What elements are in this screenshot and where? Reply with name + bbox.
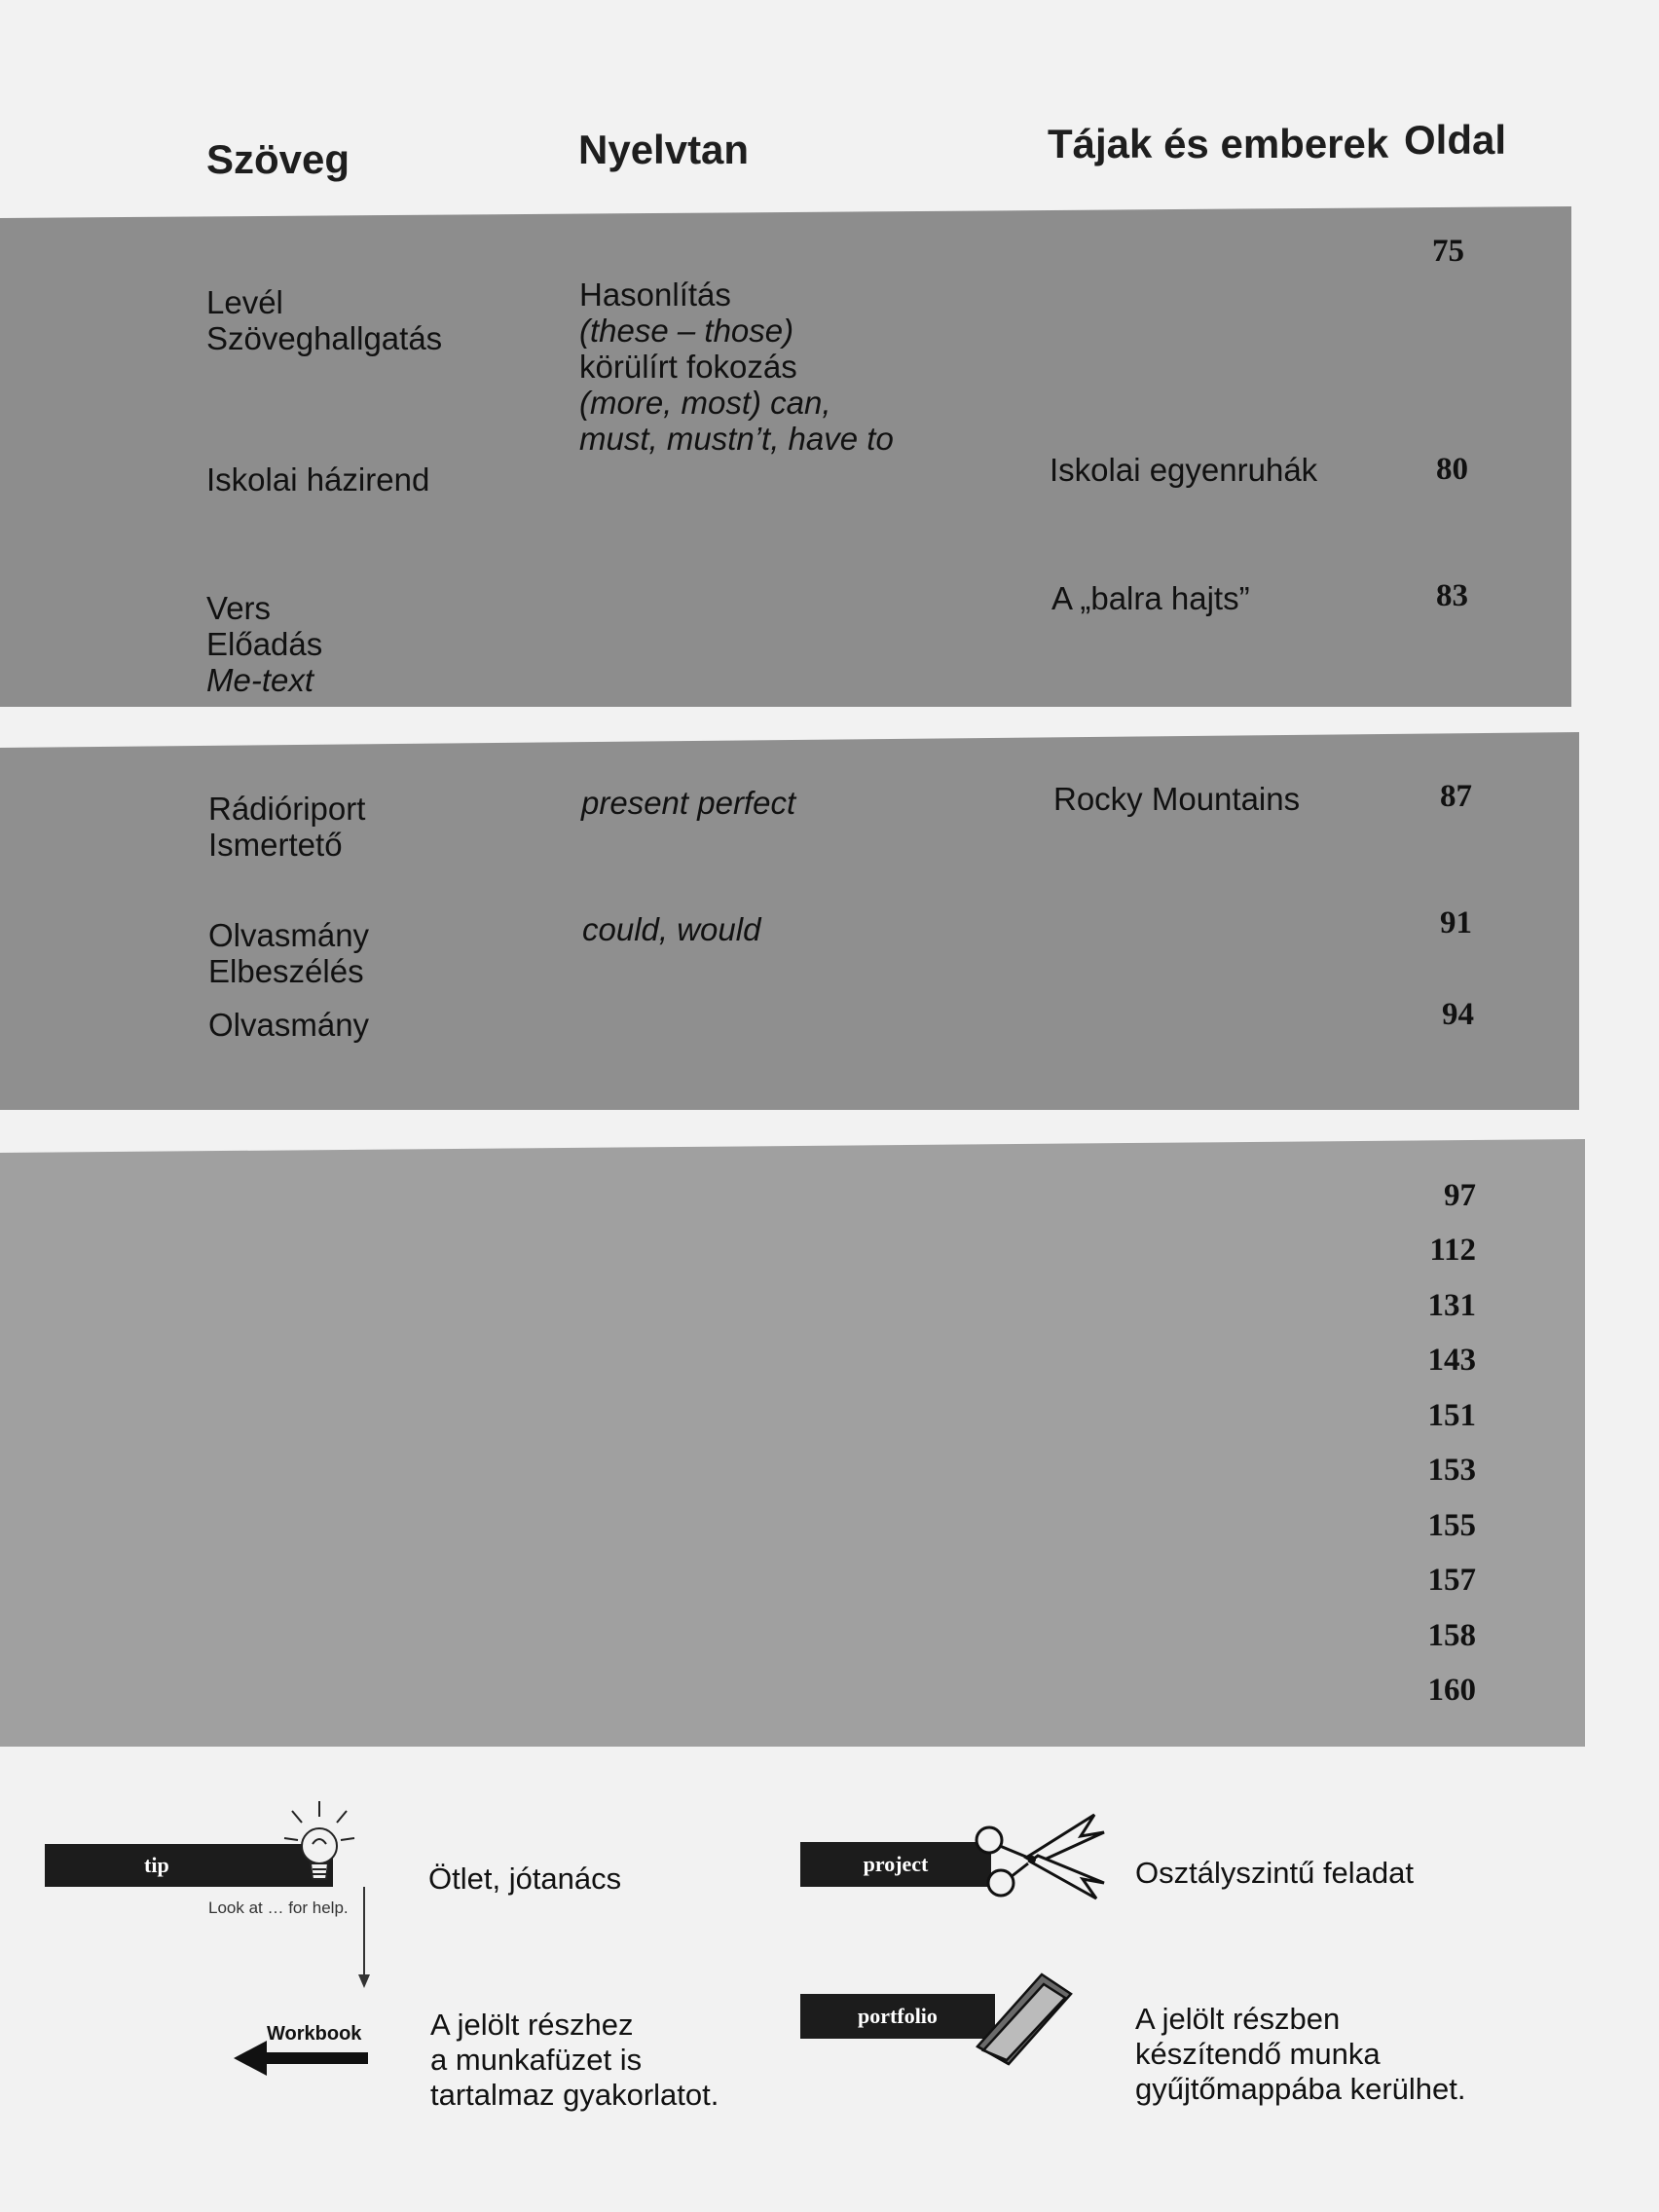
desc-line: a munkafüzet is	[430, 2043, 643, 2077]
header-szoveg: Szöveg	[206, 136, 350, 182]
text-entry: Olvasmány	[208, 1007, 370, 1043]
page-number: 94	[1442, 997, 1474, 1032]
lightbulb-icon	[280, 1799, 358, 1906]
page-number: 151	[1427, 1398, 1476, 1433]
arrow-down-icon	[350, 1887, 374, 1990]
desc-line: A jelölt részhez	[430, 2008, 634, 2042]
text-line: Előadás	[206, 626, 323, 662]
header-nyelvtan: Nyelvtan	[578, 127, 750, 172]
grammar-line: must, mustn’t, have to	[579, 421, 894, 457]
tip-subtext: Look at … for help.	[208, 1899, 349, 1917]
page-number: 97	[1444, 1178, 1476, 1213]
workbook-description	[430, 2008, 719, 2113]
text-entry	[206, 284, 442, 356]
tip-description: Ötlet, jótanács	[428, 1862, 622, 1896]
text-line: Ismertető	[208, 827, 343, 863]
page-number: 112	[1429, 1233, 1476, 1268]
section-band-3	[0, 1139, 1585, 1747]
workbook-arrow	[234, 2023, 372, 2072]
page-number: 75	[1432, 234, 1464, 269]
arrow-left-icon	[234, 2041, 267, 2076]
scissors-icon	[968, 1807, 1114, 1904]
text-line: Rádióriport	[208, 791, 366, 827]
places-entry: Rocky Mountains	[1053, 781, 1301, 817]
project-badge	[800, 1842, 991, 1887]
text-entry	[208, 917, 369, 989]
text-entry	[208, 791, 365, 863]
grammar-line: körülírt fokozás	[579, 349, 797, 385]
text-entry	[206, 590, 322, 698]
grammar-line: (more, most) can,	[579, 385, 831, 421]
page-number: 83	[1436, 578, 1468, 613]
grammar-entry: present perfect	[581, 785, 796, 821]
text-line: Levél	[206, 284, 283, 320]
project-label: project	[863, 1852, 929, 1876]
places-entry: A „balra hajts”	[1051, 580, 1250, 616]
text-line: Szöveghallgatás	[206, 320, 443, 356]
folder-book-icon	[970, 1971, 1077, 2068]
page-number: 157	[1427, 1563, 1476, 1598]
grammar-line: Hasonlítás	[579, 276, 731, 313]
page-number: 143	[1427, 1343, 1476, 1378]
places-entry: Iskolai egyenruhák	[1050, 452, 1318, 488]
page-number: 131	[1427, 1288, 1476, 1323]
page-number: 153	[1427, 1453, 1476, 1488]
project-description: Osztályszintű feladat	[1135, 1856, 1415, 1890]
text-line: Me-text	[206, 662, 314, 698]
text-line: Vers	[206, 590, 272, 626]
page-number: 87	[1440, 779, 1472, 814]
page-number: 80	[1436, 452, 1468, 487]
desc-line: A jelölt részben	[1135, 2002, 1341, 2036]
desc-line: tartalmaz gyakorlatot.	[430, 2078, 719, 2112]
desc-line: készítendő munka	[1135, 2037, 1381, 2071]
header-tajak: Tájak és emberek	[1048, 121, 1389, 166]
portfolio-badge	[800, 1994, 995, 2039]
grammar-entry: could, would	[582, 911, 761, 947]
desc-line: gyűjtőmappába kerülhet.	[1135, 2072, 1466, 2106]
workbook-label: Workbook	[267, 2023, 362, 2045]
portfolio-label: portfolio	[858, 2004, 938, 2028]
text-line: Olvasmány	[208, 917, 370, 953]
grammar-entry	[579, 276, 894, 457]
grammar-line: (these – those)	[579, 313, 794, 349]
text-entry: Iskolai házirend	[206, 461, 430, 498]
text-line: Elbeszélés	[208, 953, 364, 989]
portfolio-description	[1135, 2002, 1466, 2107]
header-oldal: Oldal	[1404, 117, 1507, 163]
page-number: 155	[1427, 1508, 1476, 1543]
page-number: 160	[1427, 1673, 1476, 1708]
tip-label: tip	[144, 1853, 169, 1877]
page-number: 158	[1427, 1618, 1476, 1653]
page-number: 91	[1440, 905, 1472, 940]
workbook-arrow-bar	[261, 2052, 368, 2064]
